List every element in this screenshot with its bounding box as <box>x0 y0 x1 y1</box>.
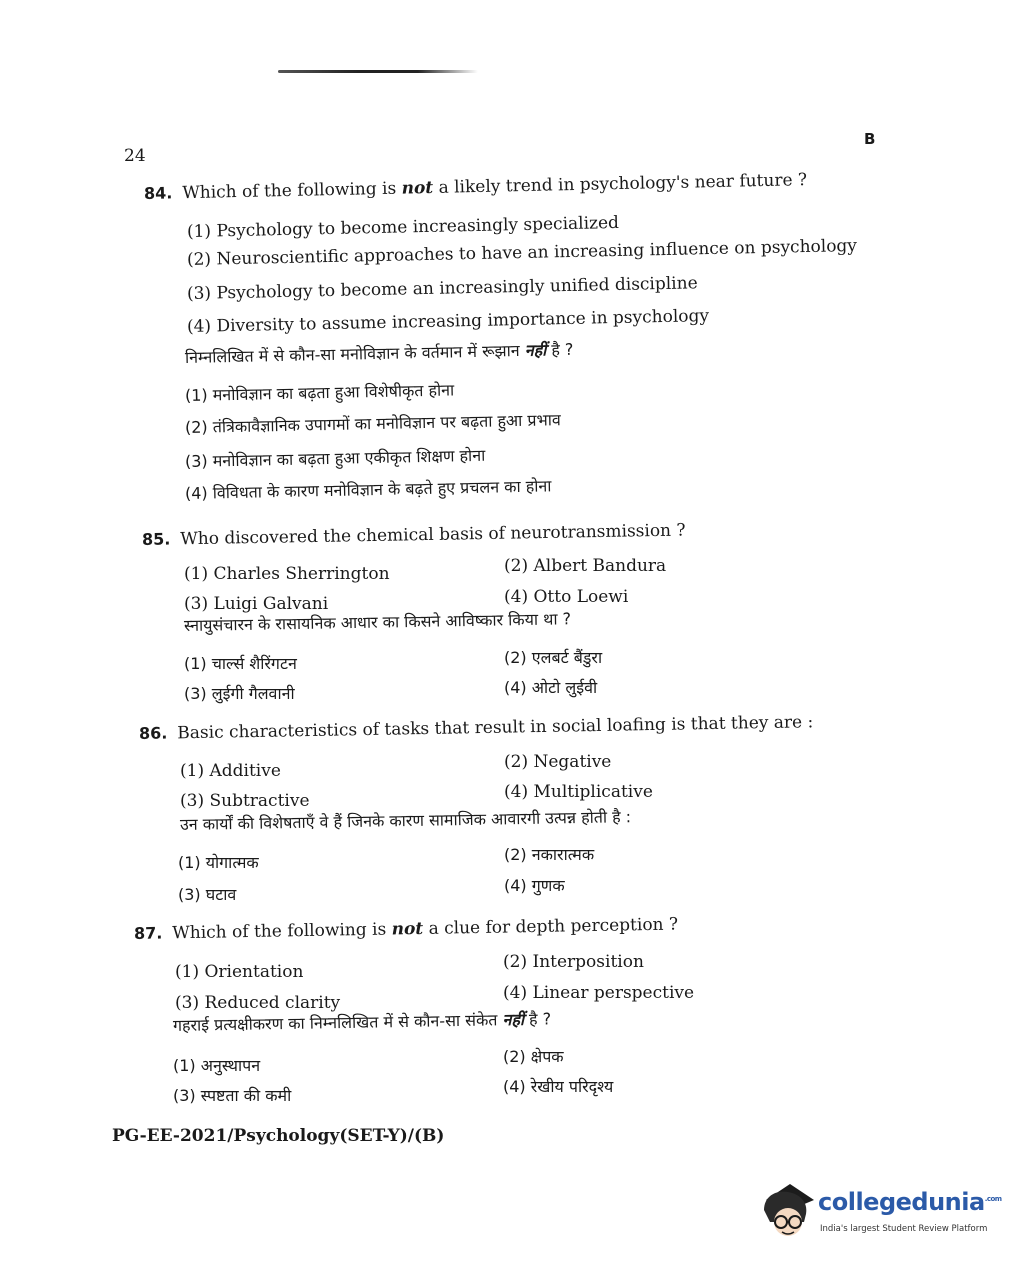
option-en: (1) Psychology to become increasingly specialized <box>186 212 620 242</box>
option-hi: (2) क्षेपक <box>503 1047 564 1066</box>
option-hi: (1) अनुस्थापन <box>173 1056 261 1075</box>
option-en: (2) Albert Bandura <box>504 556 667 576</box>
question-84-text-hi: निम्नलिखित में से कौन-सा मनोविज्ञान के वर्तमान में रूझान नहीं है ? <box>184 339 574 367</box>
logo-text: collegedunia$^{.com}$ <box>818 1188 1002 1216</box>
collegedunia-watermark <box>760 1180 1002 1250</box>
option-hi: (3) स्पष्टता की कमी <box>173 1086 292 1105</box>
option-hi: (2) तंत्रिकावैज्ञानिक उपागमों का मनोविज्ञान पर बढ़ता हुआ प्रभाव <box>184 410 561 437</box>
option-en: (1) Additive <box>180 761 281 781</box>
page-number: 24 <box>124 146 146 166</box>
option-hi: (3) लुईगी गैलवानी <box>184 684 295 703</box>
question-number: 86. <box>138 723 168 743</box>
top-rule <box>278 70 478 73</box>
logo-tagline: India's largest Student Review Platform <box>820 1224 988 1234</box>
question-number: 87. <box>133 923 163 943</box>
question-86-text: 86. Basic characteristics of tasks that result in social loafing is that they are : <box>138 712 814 744</box>
option-en: (3) Luigi Galvani <box>184 594 329 614</box>
footer-code: PG-EE-2021/Psychology(SET-Y)/(B) <box>112 1126 445 1146</box>
set-letter: B <box>864 130 876 148</box>
question-87-text: 87. Which of the following is not a clue for depth perception ? <box>133 914 679 944</box>
option-en: (4) Diversity to assume increasing importance in psychology <box>186 306 710 337</box>
question-number: 84. <box>143 183 173 203</box>
option-en: (3) Subtractive <box>180 791 310 811</box>
option-en: (4) Otto Loewi <box>504 587 629 607</box>
option-en: (1) Charles Sherrington <box>184 564 390 584</box>
option-hi: (4) गुणक <box>504 876 565 895</box>
question-84-text: 84. Which of the following is not a likely trend in psychology's near future ? <box>143 170 808 204</box>
option-hi: (4) रेखीय परिदृश्य <box>503 1077 614 1096</box>
question-87-text-hi: गहराई प्रत्यक्षीकरण का निम्नलिखित में से कौन-सा संकेत नहीं है ? <box>172 1009 552 1035</box>
option-en: (3) Reduced clarity <box>175 993 341 1013</box>
option-hi: (1) योगात्मक <box>178 853 259 872</box>
option-en: (2) Interposition <box>503 952 644 972</box>
option-en: (3) Psychology to become an increasingly unified discipline <box>186 273 698 304</box>
option-en: (4) Linear perspective <box>503 983 695 1003</box>
question-85-text-hi: स्नायुसंचारन के रासायनिक आधार का किसने आविष्कार किया था ? <box>183 609 572 635</box>
option-en: (2) Neuroscientific approaches to have an increasing influence on psychology <box>186 235 858 270</box>
option-hi: (4) ओटो लुईवी <box>504 678 598 697</box>
option-en: (4) Multiplicative <box>504 782 653 802</box>
option-hi: (2) नकारात्मक <box>504 845 595 864</box>
option-hi: (3) घटाव <box>178 885 237 904</box>
option-hi: (1) मनोविज्ञान का बढ़ता हुआ विशेषीकृत होना <box>184 380 455 405</box>
option-hi: (2) एलबर्ट बैंडुरा <box>504 648 603 667</box>
option-hi: (1) चार्ल्स शैरिंगटन <box>184 654 297 673</box>
option-en: (2) Negative <box>504 752 612 772</box>
mascot-icon <box>760 1180 816 1242</box>
question-number: 85. <box>141 529 171 549</box>
option-en: (1) Orientation <box>175 962 304 982</box>
question-86-text-hi: उन कार्यों की विशेषताएँ वे हैं जिनके कारण सामाजिक आवारगी उत्पन्न होती है : <box>179 807 632 834</box>
option-hi: (4) विविधता के कारण मनोविज्ञान के बढ़ते हुए प्रचलन का होना <box>184 476 552 503</box>
option-hi: (3) मनोविज्ञान का बढ़ता हुआ एकीकृत शिक्षण होना <box>184 445 486 471</box>
question-85-text: 85. Who discovered the chemical basis of neurotransmission ? <box>141 520 686 550</box>
